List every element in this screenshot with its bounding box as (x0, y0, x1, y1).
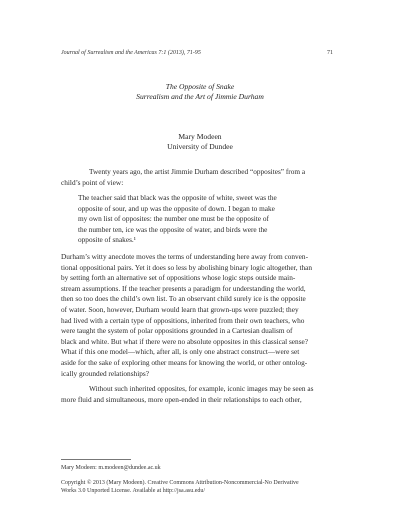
body-line: tional oppositional pairs. Yet it does so less by abolishing binary logic altogether, than (61, 262, 313, 272)
page-number: 71 (327, 50, 333, 56)
author-contact: Mary Modeen: m.modeen@dundee.ac.uk (61, 465, 161, 471)
copyright-line: Copyright © 2013 (Mary Modeen). Creative Commons Attribution-Noncommercial-No Derivative (61, 480, 299, 486)
quote-line: my own list of opposites: the number one must be the opposite of (78, 214, 269, 224)
body-line: were taught the system of polar oppositions grounded in a Cartesian dualism of (61, 326, 293, 336)
body-line: had lived with a certain type of oppositions, inherited from their own teachers, who (61, 315, 305, 325)
body-line: then so too does the child’s own list. To an observant child surely ice is the opposite (61, 294, 306, 304)
copyright-notice (61, 479, 341, 496)
body-line: Durham’s witty anecdote moves the terms of understanding here away from conven- (61, 252, 309, 261)
copyright-line: Works 3.0 Unported License. Available at http://jsa.asu.edu/ (61, 488, 206, 495)
author-affiliation: University of Dundee (167, 142, 233, 151)
body-paragraph-2 (61, 384, 336, 405)
running-head: Journal of Surrealism and the Americas 7:1 (2013), 71-95 (61, 50, 201, 56)
body-paragraph-1 (61, 252, 336, 379)
title-block (0, 82, 400, 102)
article-subtitle: Surrealism and the Art of Jimmie Durham (136, 92, 264, 101)
footnote-rule (61, 459, 131, 460)
article-title: The Opposite of Snake (165, 82, 235, 91)
body-line: Without such inherited opposites, for example, iconic images may be seen as (89, 384, 314, 393)
intro-paragraph (61, 167, 336, 188)
body-line: What if this one model—which, after all, is only one abstract construct—were set (61, 347, 300, 357)
quote-line: opposite of snakes.¹ (78, 235, 136, 245)
body-line: black and white. But what if there were no absolute opposites in this classical sense? (61, 336, 309, 346)
block-quote (78, 193, 328, 246)
body-line: stream assumptions. If the teacher presents a paradigm for understanding the world, (61, 283, 306, 293)
body-line: aside for the sake of exploring other means for knowing the world, or other ontolog- (61, 357, 308, 367)
quote-line: the number ten, ice was the opposite of water, and birds were the (78, 224, 268, 234)
quote-line: The teacher said that black was the opposite of white, sweet was the (78, 193, 277, 202)
author-block (0, 132, 400, 152)
quote-line: opposite of sour, and up was the opposite of down. I began to make (78, 203, 275, 213)
body-line: ically grounded relationships? (61, 368, 149, 378)
body-line: of water. Soon, however, Durham would learn that grown-ups were puzzled; they (61, 304, 299, 314)
body-line: more fluid and simultaneous, more open-ended in their relationships to each other, (61, 394, 302, 404)
author-name: Mary Modeen (178, 132, 222, 141)
intro-line: Twenty years ago, the artist Jimmie Durham described “opposites” from a (89, 167, 306, 176)
intro-line: child’s point of view: (61, 177, 124, 187)
body-line: by setting forth an alternative set of oppositions whose logic steps outside main- (61, 273, 296, 283)
